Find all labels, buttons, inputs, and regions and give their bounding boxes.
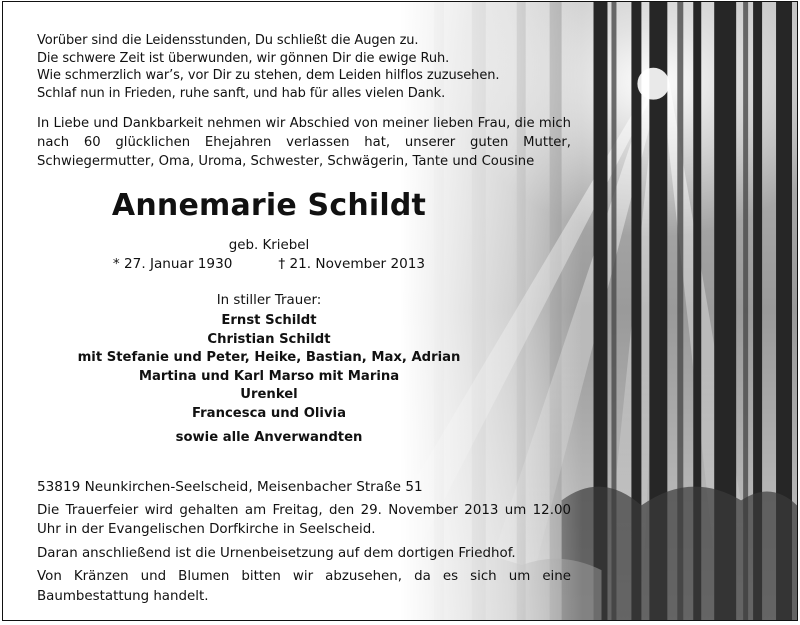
burial-info: Daran anschließend ist die Urnenbeisetzung auf dem dortigen Friedhof.: [37, 545, 516, 561]
death-date: † 21. November 2013: [278, 256, 426, 273]
mourning-heading: In stiller Trauer:: [216, 293, 322, 309]
mourner-spouse: Ernst Schildt: [221, 313, 317, 329]
poem-line: Vorüber sind die Leidensstunden, Du schließt die Augen zu.: [37, 33, 419, 48]
deceased-name: Annemarie Schildt: [111, 188, 427, 224]
mourner-others: sowie alle Anverwandten: [175, 430, 363, 446]
funeral-info: Die Trauerfeier wird gehalten am Freitag, den 29. November 2013 um 12.00 Uhr in der Evangelischen Dorfkirche in Seelscheid.: [37, 502, 571, 538]
great-grandchildren-label: Urenkel: [240, 387, 298, 403]
flowers-note: Von Kränzen und Blumen bitten wir abzusehen, da es sich um eine Baumbestattung handelt.: [37, 569, 571, 604]
memorial-poem: [37, 32, 571, 102]
poem-line: Die schwere Zeit ist überwunden, wir gönnen Dir die ewige Ruh.: [37, 50, 450, 66]
mourner-son: Christian Schildt: [207, 331, 331, 347]
obituary-notice: [2, 1, 798, 621]
life-dates: [37, 255, 571, 274]
mourner-son-family: mit Stefanie und Peter, Heike, Bastian, Max, Adrian: [77, 350, 461, 366]
poem-line: Wie schmerzlich war’s, vor Dir zu stehen, dem Leiden hilflos zuzusehen.: [37, 68, 500, 84]
notice-text: [37, 32, 571, 606]
birth-date: * 27. Januar 1930: [112, 256, 233, 273]
maiden-name: geb. Kriebel: [228, 238, 310, 254]
poem-line: Schlaf nun in Frieden, ruhe sanft, und hab für alles vielen Dank.: [37, 85, 446, 101]
mourners-list: [37, 292, 571, 448]
intro-paragraph: In Liebe und Dankbarkeit nehmen wir Abschied von meiner lieben Frau, die mich nach 60 glücklichen Ehejahren verlassen hat, unserer guten Mutter, Schwiegermutter, Oma, Uroma, Schwester, Schwägerin, Tante und Cousine: [37, 116, 571, 170]
family-address: 53819 Neunkirchen-Seelscheid, Meisenbacher Straße 51: [37, 478, 423, 495]
great-grandchildren: Francesca und Olivia: [192, 405, 346, 421]
mourner-daughter: Martina und Karl Marso mit Marina: [138, 368, 400, 384]
